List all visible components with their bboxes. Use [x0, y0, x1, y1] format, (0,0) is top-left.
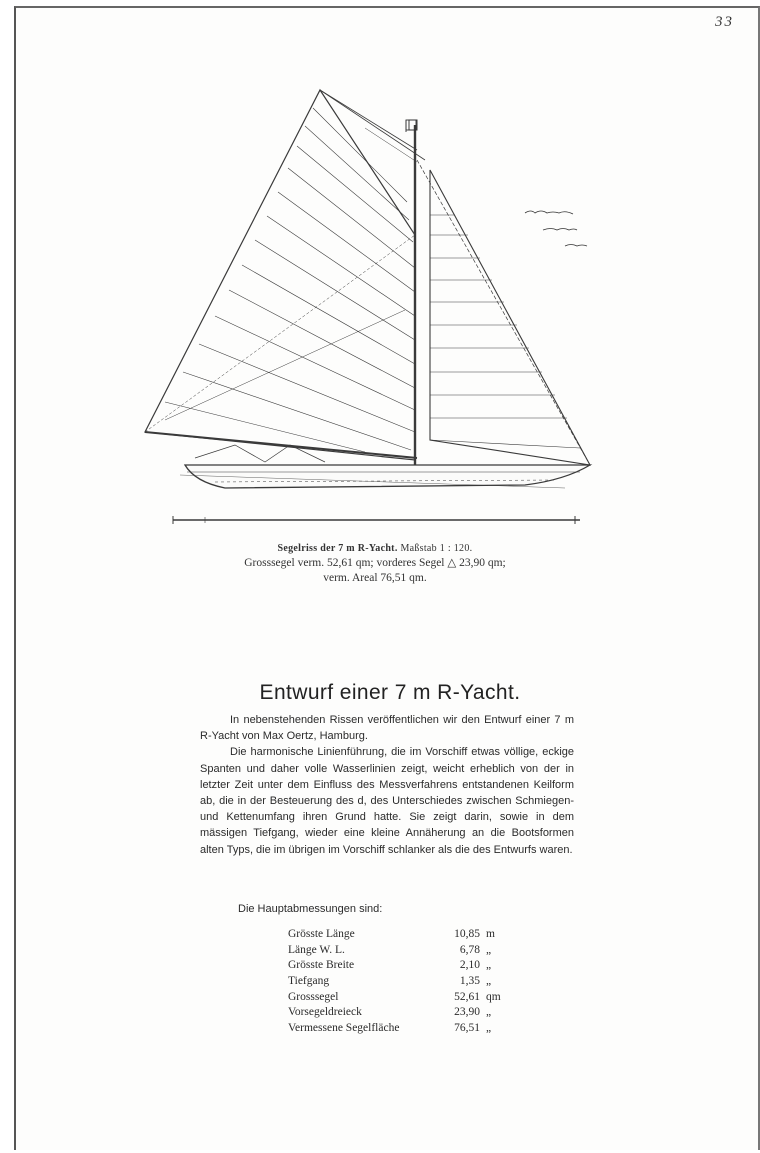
table-row [288, 942, 501, 958]
dimension-label: Tiefgang [288, 974, 330, 987]
dimension-unit: m [486, 927, 495, 940]
dimensions-intro: Die Hauptabmessungen sind: [238, 903, 383, 915]
table-row [288, 1004, 501, 1020]
caption-line-1 [140, 541, 610, 556]
dimension-unit: qm [486, 990, 501, 1003]
dimension-unit: „ [486, 974, 492, 987]
dimension-label: Grosssegel [288, 990, 339, 1003]
article-body [200, 712, 574, 858]
dimension-value: 6,78 [459, 943, 480, 956]
dimension-value: 10,85 [454, 927, 480, 940]
dimension-unit: „ [486, 1021, 492, 1034]
dimension-value: 52,61 [454, 990, 480, 1003]
table-row [288, 989, 501, 1005]
dimension-label: Länge W. L. [288, 943, 345, 956]
dimension-value: 76,51 [454, 1021, 480, 1034]
dimension-value: 1,35 [459, 974, 480, 987]
table-row [288, 926, 501, 942]
foresail [430, 170, 590, 465]
article-title: Entwurf einer 7 m R-Yacht. [259, 681, 521, 704]
caption-title: Segelriss der 7 m R-Yacht. [277, 543, 398, 554]
sail-plan-lines [145, 90, 590, 524]
dimension-unit: „ [486, 943, 492, 956]
dimension-unit: „ [486, 959, 492, 972]
caption-scale: Maßstab 1 : 120. [400, 543, 473, 554]
paragraph-2: Die harmonische Linienführung, die im Vorschiff etwas völlige, eckige Spanten und daher volle Wasserlinien zeigt, weicht erheblich von der in letzter Zeit unter dem Einfluss des Messverfahrens entstandenen Keilform ab, die in der Besteuerung des d, des Unterschiedes zwischen Schmiegen- und Kettenumfang ihren Grund hatte. Sie zeigt darin, sowie in dem mässigen Tiefgang, wieder eine kleine Annäherung an die Bootsformen alten Typs, die im übrigen im Vorschiff schlanker als die des Entwurfs waren. [200, 746, 574, 856]
caption-line-3: verm. Areal 76,51 qm. [323, 572, 427, 584]
signature-mark [525, 211, 587, 246]
dimension-value: 23,90 [454, 1006, 480, 1019]
paragraph-1: In nebenstehenden Rissen veröffentlichen wir den Entwurf einer 7 m R-Yacht von Max Oertz, Hamburg. [200, 714, 574, 743]
table-row [288, 1020, 501, 1036]
dimension-label: Grösste Breite [288, 959, 355, 972]
dimension-label: Vermessene Segelfläche [288, 1021, 400, 1034]
dimension-label: Grösste Länge [288, 927, 355, 940]
caption-line-2: Grosssegel verm. 52,61 qm; vorderes Segel △ 23,90 qm; [244, 557, 506, 569]
sail-plan-drawing [125, 80, 605, 540]
mainsail [145, 90, 415, 460]
dimension-unit: „ [486, 1006, 492, 1019]
dimension-value: 2,10 [459, 959, 480, 972]
figure-caption [140, 541, 610, 586]
table-row [288, 973, 501, 989]
page-number: 33 [715, 14, 734, 30]
hull [185, 465, 590, 488]
dimensions-table [288, 926, 501, 1036]
boom [145, 432, 417, 458]
dimension-label: Vorsegeldreieck [288, 1006, 362, 1019]
table-row [288, 957, 501, 973]
